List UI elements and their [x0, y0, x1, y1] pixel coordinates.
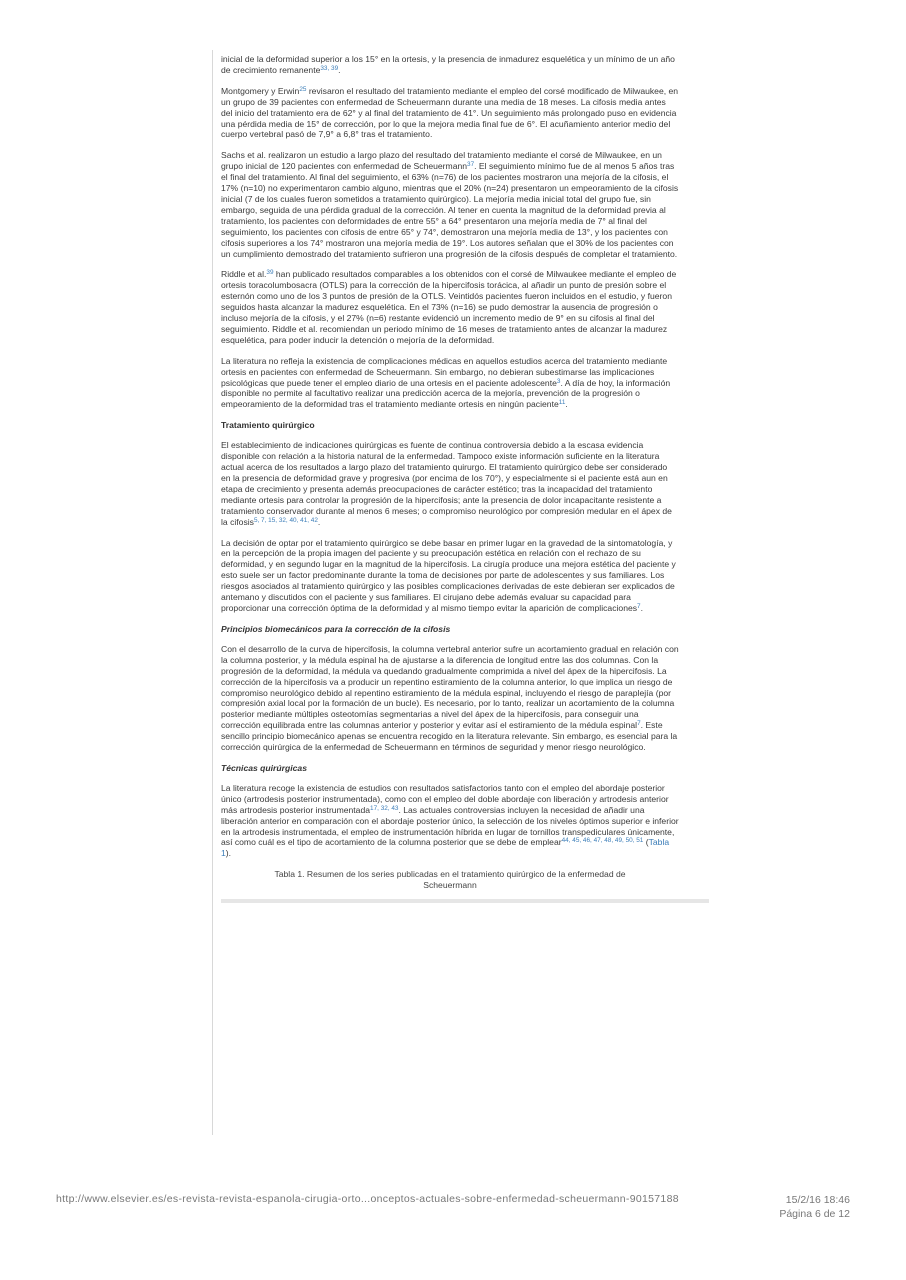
paragraph: La literatura recoge la existencia de estudios con resultados satisfactorios tanto con el empleo del abordaje posterior único (artrodesis posterior instrumentada), como con el empleo del doble abordaje con liberación y artrodesis anterior más artrodesis posterior instrumentada$^{17, 32, 43}$. Las actuales controversias incluyen la necesidad de añadir una liberación anterior en comparación con el abordaje posterior único, la selección de los niveles óptimos superior e inferior en la artrodesis instrumentada, el empleo de instrumentación híbrida en lugar de tornillos transpediculares únicamente, así como cuál es el tipo de acortamiento de la columna posterior que se debe de emplear$^{44, 45, 46, 47, 48, 49, 50, 51}$ (Tabla 1).: [221, 782, 679, 859]
paragraph: Montgomery y Erwin$^{25}$ revisaron el resultado del tratamiento mediante el empleo del corsé modificado de Milwaukee, en un grupo de 39 pacientes con enfermedad de Scheuermann durante una media de 18 meses. La cifosis media antes del inicio del tratamiento era de 62° y al final del tratamiento de 41°. Un seguimiento más prolongado puso en evidencia una pérdida media de 15° de corrección, por lo que la mejora media final fue de 6°. El acuñamiento anterior medio del cuerpo vertebral pasó de 7,9° a 6,8° tras el tratamiento.: [221, 85, 679, 140]
footer-datetime: 15/2/16 18:46: [785, 1194, 850, 1206]
reference-link[interactable]: 44, 45, 46, 47, 48, 49, 50, 51: [561, 837, 644, 845]
paragraph: Con el desarrollo de la curva de hipercifosis, la columna vertebral anterior sufre un acortamiento gradual en relación con la columna posterior, y la médula espinal ha de ajustarse a la diferencia de longitud entre las dos columnas. Con la progresión de la deformidad, la médula va quedando gradualmente comprimida a nivel del ápex de la hipercifosis. La corrección de la hipercifosis va a producir un repentino estiramiento de la columna anterior, lo que implica un riesgo de compromiso neurológico debido al repentino estiramiento de la médula espinal, incluyendo el riesgo de paraplejía (por compresión axial local por la formación de un bucle). Es necesario, por lo tanto, realizar un acortamiento de la columna posterior mediante múltiples osteotomías segmentarias a nivel del ápex de la hipercifosis, para conseguir una corrección equilibrada entre las columnas anterior y posterior y evitar así el estiramiento de la médula espinal$^7$. Este sencillo principio biomecánico apenas se encuentra recogido en la literatura relevante. Sin embargo, es esencial para la corrección quirúrgica de la enfermedad de Scheuermann en términos de seguridad y menor riesgo neurológico.: [221, 643, 679, 753]
reference-link[interactable]: 3: [556, 377, 561, 385]
reference-link[interactable]: 33, 39: [320, 64, 339, 72]
reference-link[interactable]: 11: [558, 399, 566, 407]
paragraph: inicial de la deformidad superior a los 15° en la ortesis, y la presencia de inmadurez esquelética y un mínimo de un año de crecimiento remanente$^{33, 39}$.: [221, 54, 675, 75]
reference-link[interactable]: 25: [299, 85, 307, 93]
subsection-heading: Técnicas quirúrgicas: [221, 762, 307, 773]
reference-link[interactable]: 5, 7, 15, 32, 40, 41, 42: [253, 516, 318, 524]
paragraph: La decisión de optar por el tratamiento quirúrgico se debe basar en primer lugar en la gravedad de la sintomatología, y en la percepción de la propia imagen del paciente y su preocupación estética en relación con el rechazo de su deformidad, y en segundo lugar en la magnitud de la hipercifosis. La cirugía produce una mejora estética del paciente y esto suele ser un factor predominante durante la toma de decisiones por parte de adolescentes y sus familiares. Los riesgos asociados al tratamiento quirúrgico y las posibles complicaciones derivadas de este debieran ser explicados de antemano y discutidos con el paciente y sus familiares. El cirujano debe además evaluar su capacidad para proporcionar una corrección óptima de la deformidad y al mismo tiempo evitar la aparición de complicaciones$^7$.: [221, 537, 676, 613]
table-link[interactable]: Tabla 1: [221, 837, 670, 859]
table-caption: Tabla 1. Resumen de los series publicadas en el tratamiento quirúrgico de la enfermedad de Scheuermann: [274, 869, 626, 891]
paragraph: El establecimiento de indicaciones quirúrgicas es fuente de continua controversia debido a la escasa evidencia disponible con relación a la historia natural de la enfermedad. Tampoco existe información suficiente en la literatura actual acerca de los resultados a largo plazo del tratamiento quirurgo. El tratamiento quirúrgico debe ser considerado en la presencia de deformidad grave y progresiva (por encima de los 70°), y especialmente si el paciente está aun en etapa de crecimiento y presenta además preocupaciones de carácter estético; tras la incapacidad del tratamiento mediante ortesis para controlar la progresión de la hipercifosis; ante la presencia de dolor incapacitante resistente a tratamiento conservador durante al menos 6 meses; o compromiso neurológico por compresión medular en el ápex de la cifosis$^{5, 7, 15, 32, 40, 41, 42}$.: [221, 440, 672, 527]
footer-page-number: Página 6 de 12: [779, 1208, 850, 1220]
reference-link[interactable]: 17, 32, 43: [370, 804, 399, 812]
table-placeholder: [221, 899, 709, 903]
reference-link[interactable]: 7: [637, 602, 641, 610]
paragraph: Riddle et al.$^{39}$ han publicado resultados comparables a los obtenidos con el corsé de Milwaukee mediante el empleo de ortesis toracolumbosacra (OTLS) para la corrección de la hipercifosis torácica, al añadir un punto de presión sobre el esternón como uno de los 3 puntos de presión de la OTLS. Veintidós pacientes fueron incluidos en el estudio, y fueron seguidos hasta alcanzar la madurez esquelética. En el 73% (n=16) se pudo demostrar la ausencia de progresión o incluso mejoría de la cifosis, y el 27% (n=6) restante evidenció un incremento medio de 9° en su cifosis al final del seguimiento. Riddle et al. recomiendan un periodo mínimo de 16 meses de tratamiento antes de alcanzar la madurez esquelética, para poder inducir la detención o mejoría de la deformidad.: [221, 269, 677, 345]
footer-url: http://www.elsevier.es/es-revista-revista-espanola-cirugia-orto...onceptos-actuales-sobre-enfermedad-scheuermann-90157188: [56, 1193, 679, 1205]
footer-meta: [779, 1193, 850, 1221]
paragraph: Sachs et al. realizaron un estudio a largo plazo del resultado del tratamiento mediante el corsé de Milwaukee, en un grupo inicial de 120 pacientes con enfermedad de Scheuermann$^{37}$. El seguimiento mínimo fue de al menos 5 años tras el final del tratamiento. Al final del seguimiento, el 63% (n=76) de los pacientes mostraron una mejoría de la cifosis, el 17% (n=10) no experimentaron cambio alguno, mientras que el 20% (n=24) presentaron un empeoramiento de la cifosis inicial (7 de los cuales fueron sometidos a tratamiento quirúrgico). La mejoría media inicial total del grupo fue, sin embargo, seguida de una pérdida gradual de la corrección. Al tener en cuenta la magnitud de la deformidad previa al tratamiento, los pacientes con deformidades de entre 55° a 64° presentaron una mejoría media de 7° al final del seguimiento, los pacientes con cifosis de entre 65° y 74°, demostraron una mejoría media de 13°, y los pacientes con cifosis superiores a los 74° mostraron una mejoría media de 19°. Los autores señalan que el 30% de los pacientes con un cumplimiento demostrado del tratamiento sufrieron una progresión de la cifosis después de completar el tratamiento.: [221, 150, 679, 259]
subsection-heading: Principios biomecánicos para la corrección de la cifosis: [221, 623, 451, 634]
section-heading: Tratamiento quirúrgico: [221, 420, 315, 431]
reference-link[interactable]: 37: [467, 161, 475, 169]
reference-link[interactable]: 7: [637, 720, 641, 728]
article-body: [212, 50, 679, 1135]
reference-link[interactable]: 39: [266, 269, 274, 277]
paragraph: La literatura no refleja la existencia de complicaciones médicas en aquellos estudios acerca del tratamiento mediante ortesis en pacientes con enfermedad de Scheuermann. Sin embargo, no debieran subestimarse las implicaciones psicológicas que puede tener el empleo diario de una ortesis en el paciente adolescente$^3$. A día de hoy, la información disponible no permite al facultativo realizar una predicción acerca de la mejoría, prevención de la progresión o empeoramiento de la deformidad tras el tratamiento mediante ortesis en ningún paciente$^{11}$.: [221, 355, 671, 410]
